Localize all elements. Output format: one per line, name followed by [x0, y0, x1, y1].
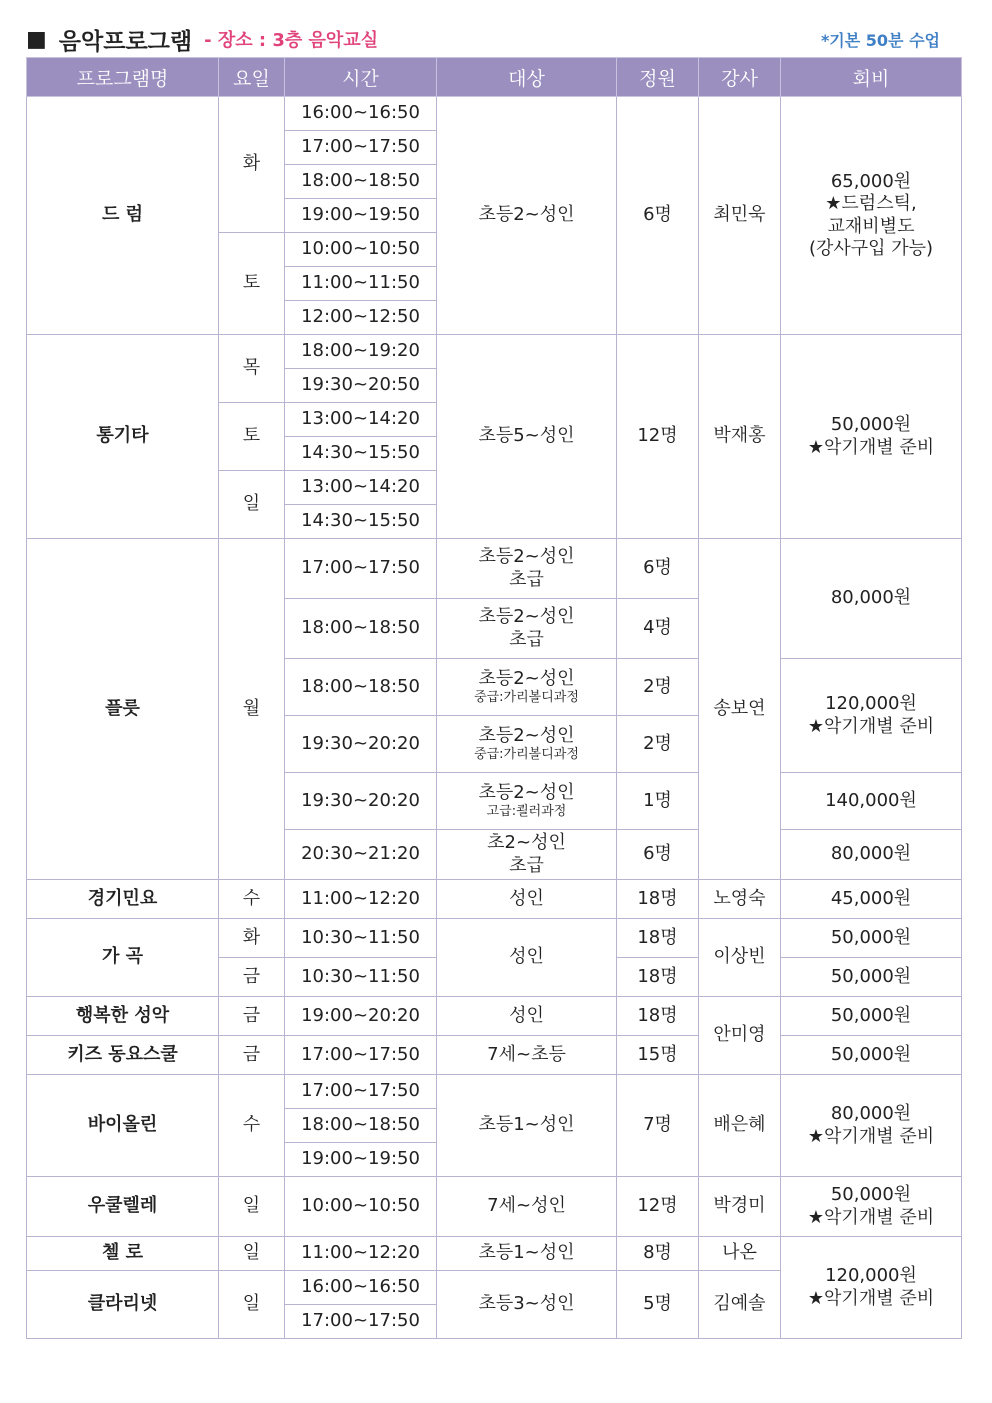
day-cell: 목 — [219, 335, 285, 403]
table-row — [27, 1237, 962, 1271]
program-name-cello: 첼 로 — [27, 1237, 219, 1271]
capacity-cell: 5명 — [617, 1271, 699, 1339]
time-cell: 18:00~18:50 — [285, 599, 437, 659]
level-text: 고급:쾰러과정 — [486, 804, 567, 820]
time-cell: 16:00~16:50 — [285, 1271, 437, 1305]
teacher-cell: 이상빈 — [699, 919, 781, 997]
fee-amount: 65,000원 — [830, 170, 912, 192]
capacity-cell: 15명 — [617, 1036, 699, 1075]
time-cell: 13:00~14:20 — [285, 403, 437, 437]
day-cell: 화 — [219, 919, 285, 958]
column-header-program: 프로그램명 — [27, 58, 219, 97]
target-cell: 초등3~성인 — [437, 1271, 617, 1339]
level-text: 중급:가리볼디과정 — [474, 747, 579, 763]
day-cell: 일 — [219, 471, 285, 539]
day-cell: 일 — [219, 1271, 285, 1339]
capacity-cell: 1명 — [617, 773, 699, 830]
level-text: 초급 — [509, 628, 544, 650]
teacher-cell: 배은혜 — [699, 1075, 781, 1177]
target-cell: 성인 — [437, 997, 617, 1036]
time-cell: 19:30~20:20 — [285, 716, 437, 773]
fee-note: ★악기개별 준비 — [807, 436, 935, 458]
program-name-clarinet: 클라리넷 — [27, 1271, 219, 1339]
fee-amount: 120,000원 — [825, 693, 917, 714]
fee-cell — [781, 1177, 962, 1237]
capacity-cell: 12명 — [617, 1177, 699, 1237]
column-header-day: 요일 — [219, 58, 285, 97]
fee-cell: 80,000원 — [781, 539, 962, 659]
fee-cell — [781, 1075, 962, 1177]
music-program-table — [26, 57, 962, 1339]
time-cell: 18:00~18:50 — [285, 1109, 437, 1143]
capacity-cell: 2명 — [617, 659, 699, 716]
time-cell: 12:00~12:50 — [285, 301, 437, 335]
fee-amount: 120,000원 — [825, 1265, 917, 1286]
target-cell — [437, 716, 617, 773]
time-cell: 17:00~17:50 — [285, 539, 437, 599]
teacher-cell: 최민욱 — [699, 97, 781, 335]
target-cell — [437, 830, 617, 880]
capacity-cell: 18명 — [617, 880, 699, 919]
teacher-cell: 송보연 — [699, 539, 781, 880]
fee-cell — [781, 659, 962, 773]
time-cell: 17:00~17:50 — [285, 1036, 437, 1075]
capacity-cell: 2명 — [617, 716, 699, 773]
target-cell — [437, 539, 617, 599]
table-row — [27, 97, 962, 131]
target-cell: 초등5~성인 — [437, 335, 617, 539]
day-cell: 수 — [219, 880, 285, 919]
fee-cell: 50,000원 — [781, 919, 962, 958]
time-cell: 14:30~15:50 — [285, 437, 437, 471]
program-name-violin: 바이올린 — [27, 1075, 219, 1177]
time-cell: 14:30~15:50 — [285, 505, 437, 539]
class-duration-note: *기본 50분 수업 — [820, 31, 940, 50]
table-row — [27, 335, 962, 369]
teacher-cell: 안미영 — [699, 997, 781, 1075]
time-cell: 19:00~19:50 — [285, 199, 437, 233]
table-row — [27, 539, 962, 599]
level-text: 초급 — [509, 568, 544, 590]
time-cell: 11:00~11:50 — [285, 267, 437, 301]
teacher-cell: 노영숙 — [699, 880, 781, 919]
time-cell: 18:00~18:50 — [285, 165, 437, 199]
time-cell: 18:00~18:50 — [285, 659, 437, 716]
fee-amount: 50,000원 — [830, 414, 912, 435]
program-name-guitar: 통기타 — [27, 335, 219, 539]
time-cell: 19:30~20:20 — [285, 773, 437, 830]
day-cell: 토 — [219, 233, 285, 335]
column-header-capacity: 정원 — [617, 58, 699, 97]
time-cell: 19:00~19:50 — [285, 1143, 437, 1177]
program-name-minyo: 경기민요 — [27, 880, 219, 919]
time-cell: 11:00~12:20 — [285, 880, 437, 919]
fee-note: (강사구입 가능) — [808, 238, 934, 259]
time-cell: 19:00~20:20 — [285, 997, 437, 1036]
capacity-cell: 4명 — [617, 599, 699, 659]
time-cell: 19:30~20:50 — [285, 369, 437, 403]
fee-note: ★악기개별 준비 — [807, 1125, 935, 1147]
teacher-cell: 나온 — [699, 1237, 781, 1271]
time-cell: 10:00~10:50 — [285, 233, 437, 267]
time-cell: 20:30~21:20 — [285, 830, 437, 880]
program-name-drum: 드 럼 — [27, 97, 219, 335]
capacity-cell: 18명 — [617, 919, 699, 958]
target-cell — [437, 599, 617, 659]
column-header-fee: 회비 — [781, 58, 962, 97]
capacity-cell: 8명 — [617, 1237, 699, 1271]
target-cell: 성인 — [437, 880, 617, 919]
fee-note: 교재비별도 — [827, 215, 915, 237]
target-cell — [437, 773, 617, 830]
day-cell: 일 — [219, 1177, 285, 1237]
teacher-cell: 박재홍 — [699, 335, 781, 539]
target-text: 초등2~성인 — [478, 724, 575, 746]
fee-cell — [781, 1237, 962, 1339]
target-text: 초등2~성인 — [478, 606, 575, 627]
fee-note: ★악기개별 준비 — [807, 1287, 935, 1309]
time-cell: 18:00~19:20 — [285, 335, 437, 369]
column-header-time: 시간 — [285, 58, 437, 97]
target-text: 초등2~성인 — [478, 546, 575, 567]
target-cell: 초등1~성인 — [437, 1075, 617, 1177]
target-cell — [437, 659, 617, 716]
fee-amount: 80,000원 — [830, 1103, 912, 1124]
fee-cell: 140,000원 — [781, 773, 962, 830]
day-cell: 일 — [219, 1237, 285, 1271]
location-label: - 장소 : 3층 음악교실 — [204, 30, 379, 51]
fee-cell: 50,000원 — [781, 997, 962, 1036]
table-row — [27, 880, 962, 919]
time-cell: 13:00~14:20 — [285, 471, 437, 505]
fee-note: ★드럼스틱, — [825, 193, 917, 214]
target-text: 초등2~성인 — [478, 667, 575, 689]
program-name-ukulele: 우쿨렐레 — [27, 1177, 219, 1237]
level-text: 중급:가리볼디과정 — [474, 690, 579, 706]
teacher-cell: 박경미 — [699, 1177, 781, 1237]
day-cell: 화 — [219, 97, 285, 233]
fee-cell: 45,000원 — [781, 880, 962, 919]
capacity-cell: 12명 — [617, 335, 699, 539]
target-cell: 7세~성인 — [437, 1177, 617, 1237]
program-name-gagok: 가 곡 — [27, 919, 219, 997]
program-name-seongak: 행복한 성악 — [27, 997, 219, 1036]
target-text: 초등2~성인 — [478, 781, 575, 803]
time-cell: 17:00~17:50 — [285, 1075, 437, 1109]
fee-cell — [781, 335, 962, 539]
fee-note: ★악기개별 준비 — [807, 715, 935, 737]
capacity-cell: 7명 — [617, 1075, 699, 1177]
capacity-cell: 18명 — [617, 997, 699, 1036]
capacity-cell: 6명 — [617, 539, 699, 599]
target-cell: 7세~초등 — [437, 1036, 617, 1075]
target-cell: 초등1~성인 — [437, 1237, 617, 1271]
square-bullet-icon: ■ — [26, 26, 47, 52]
table-row — [27, 1036, 962, 1075]
day-cell: 수 — [219, 1075, 285, 1177]
level-text: 초급 — [509, 854, 544, 876]
program-name-dongyo: 키즈 동요스쿨 — [27, 1036, 219, 1075]
fee-cell — [781, 97, 962, 335]
program-title: 음악프로그램 — [58, 28, 193, 55]
day-cell: 금 — [219, 1036, 285, 1075]
fee-amount: 50,000원 — [830, 1184, 912, 1205]
column-header-teacher: 강사 — [699, 58, 781, 97]
table-row — [27, 1075, 962, 1109]
program-name-flute: 플릇 — [27, 539, 219, 880]
time-cell: 11:00~12:20 — [285, 1237, 437, 1271]
time-cell: 16:00~16:50 — [285, 97, 437, 131]
fee-cell: 50,000원 — [781, 958, 962, 997]
page-title — [26, 22, 378, 56]
capacity-cell: 18명 — [617, 958, 699, 997]
teacher-cell: 김예솔 — [699, 1271, 781, 1339]
table-row — [27, 919, 962, 958]
fee-note: ★악기개별 준비 — [807, 1206, 935, 1228]
time-cell: 10:30~11:50 — [285, 919, 437, 958]
day-cell: 금 — [219, 958, 285, 997]
time-cell: 17:00~17:50 — [285, 1305, 437, 1339]
table-row — [27, 1177, 962, 1237]
day-cell: 월 — [219, 539, 285, 880]
target-cell: 성인 — [437, 919, 617, 997]
fee-cell: 50,000원 — [781, 1036, 962, 1075]
target-cell: 초등2~성인 — [437, 97, 617, 335]
capacity-cell: 6명 — [617, 97, 699, 335]
fee-cell: 80,000원 — [781, 830, 962, 880]
column-header-target: 대상 — [437, 58, 617, 97]
target-text: 초2~성인 — [487, 832, 566, 853]
time-cell: 10:00~10:50 — [285, 1177, 437, 1237]
time-cell: 10:30~11:50 — [285, 958, 437, 997]
day-cell: 금 — [219, 997, 285, 1036]
capacity-cell: 6명 — [617, 830, 699, 880]
table-row — [27, 997, 962, 1036]
day-cell: 토 — [219, 403, 285, 471]
time-cell: 17:00~17:50 — [285, 131, 437, 165]
table-header-row — [27, 58, 962, 97]
